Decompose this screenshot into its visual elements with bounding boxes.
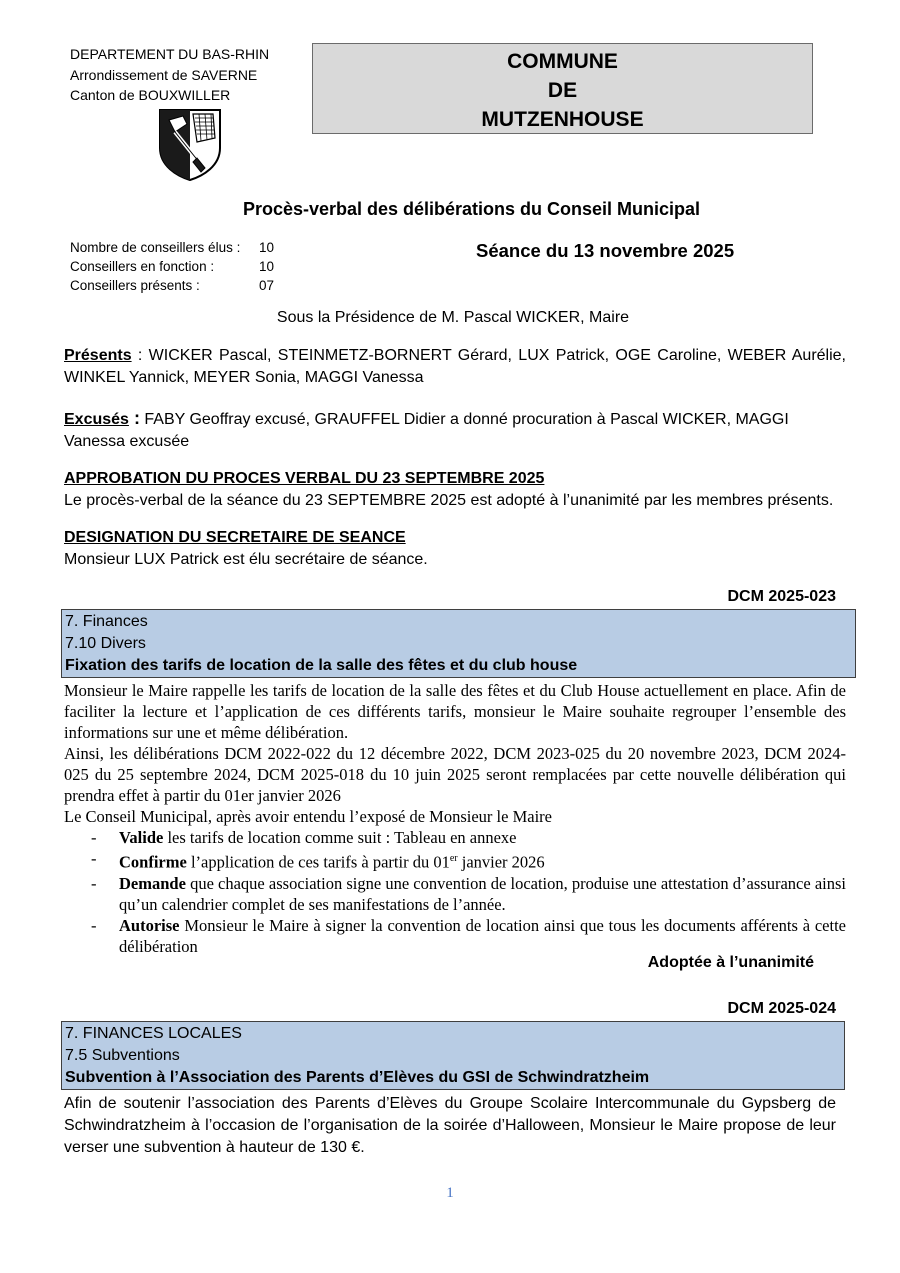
dcm-subcategory: 7.5 Subventions — [65, 1047, 180, 1064]
decision-verb: Demande — [119, 873, 186, 893]
excuses-paragraph — [64, 407, 846, 453]
commune-de-line: DE — [547, 79, 578, 102]
count-label: Conseillers en fonction : — [70, 259, 215, 274]
decision-superscript: er — [449, 853, 458, 864]
decision-text: l’application de ces tarifs à partir du 01 — [186, 852, 450, 872]
list-item — [64, 915, 846, 957]
count-value: 07 — [258, 278, 274, 293]
list-item — [64, 848, 846, 873]
decision-verb: Valide — [119, 828, 164, 847]
decision-text: que chaque association signe une convention de location, produise une attestation d’assurance ainsi qu’un calendrier complet de ses manifestations de l’année. — [119, 873, 846, 914]
secretaire-heading: DESIGNATION DU SECRETAIRE DE SEANCE — [64, 529, 406, 546]
commune-box — [312, 43, 813, 134]
dcm-subcategory: 7.10 Divers — [65, 635, 146, 652]
commune-line: COMMUNE — [507, 50, 618, 73]
commune-name: MUTZENHOUSE — [481, 108, 644, 131]
department-line: DEPARTEMENT DU BAS-RHIN — [70, 46, 270, 62]
excuses-label: Excusés — [64, 411, 129, 428]
presidence-line: Sous la Présidence de M. Pascal WICKER, Maire — [276, 309, 630, 326]
count-row-presents — [70, 276, 274, 295]
presents-paragraph — [64, 345, 846, 389]
dcm-number: DCM 2025-024 — [727, 1000, 836, 1017]
excuses-colon: : — [128, 408, 140, 428]
seance-date: Séance du 13 novembre 2025 — [476, 240, 735, 261]
dcm-category: 7. Finances — [65, 613, 148, 630]
approbation-heading: APPROBATION DU PROCES VERBAL DU 23 SEPTEMBRE 2025 — [64, 470, 545, 487]
dcm-subject-title: Subvention à l’Association des Parents d’Elèves du GSI de Schwindratzheim — [65, 1069, 650, 1086]
department-block — [70, 44, 269, 106]
count-value: 10 — [258, 240, 274, 255]
dcm-paragraph: Le Conseil Municipal, après avoir entendu l’exposé de Monsieur le Maire — [64, 807, 552, 826]
dcm-category: 7. FINANCES LOCALES — [65, 1025, 242, 1042]
list-item — [64, 827, 846, 848]
excuses-text-line1: FABY Geoffray excusé, GRAUFFEL Didier a donné procuration à Pascal WICKER, MAGGI — [139, 411, 789, 428]
dcm-category-box — [61, 609, 856, 678]
count-label: Conseillers présents : — [70, 278, 200, 293]
list-item — [64, 873, 846, 915]
dcm-decision-list — [64, 827, 846, 957]
approbation-text: Le procès-verbal de la séance du 23 SEPTEMBRE 2025 est adopté à l’unanimité par les membres présents. — [64, 492, 834, 509]
count-label: Nombre de conseillers élus : — [70, 240, 241, 255]
decision-verb: Confirme — [119, 852, 187, 872]
dcm-category-box — [61, 1021, 845, 1090]
page-number: 1 — [446, 1185, 454, 1201]
count-row-fonction — [70, 257, 274, 276]
presents-text: : WICKER Pascal, STEINMETZ-BORNERT Gérard, LUX Patrick, OGE Caroline, WEBER Aurélie, WINKEL Yannick, MEYER Sonia, MAGGI Vanessa — [64, 347, 846, 386]
decision-text: les tarifs de location comme suit : Tableau en annexe — [163, 828, 517, 847]
dcm-paragraph: Ainsi, les délibérations DCM 2022-022 du 12 décembre 2022, DCM 2023-025 du 20 novembre 2023, DCM 2024-025 du 25 septembre 2024, DCM 2025-018 du 10 juin 2025 seront remplacées par cette nouvelle délibération qui prendra effet à partir du 01er janvier 2026 — [64, 744, 846, 805]
arrondissement-line: Arrondissement de SAVERNE — [70, 66, 258, 83]
coat-of-arms-icon — [157, 108, 223, 182]
presents-label: Présents — [64, 347, 132, 364]
dcm-number: DCM 2025-023 — [727, 588, 836, 605]
document-title: Procès-verbal des délibérations du Conseil Municipal — [242, 199, 701, 219]
decision-text: Monsieur le Maire à signer la convention de location ainsi que tous les documents afférents à cette délibération — [119, 915, 846, 956]
dcm-paragraph: Afin de soutenir l’association des Parents d’Elèves du Groupe Scolaire Intercommunale du Gypsberg de Schwindratzheim à l’occasion de l’organisation de la soirée d’Halloween, Monsieur le Maire propose de leur verser une subvention à hauteur de 130 €. — [64, 1095, 836, 1156]
councillor-counts — [70, 238, 274, 295]
secretaire-text: Monsieur LUX Patrick est élu secrétaire de séance. — [64, 551, 428, 568]
canton-line: Canton de BOUXWILLER — [70, 87, 231, 103]
excuses-text-line2: Vanessa excusée — [64, 433, 190, 450]
dcm-subject-title: Fixation des tarifs de location de la salle des fêtes et du club house — [65, 657, 578, 674]
count-value: 10 — [258, 259, 274, 274]
approbation-section — [64, 468, 864, 512]
count-row-elus — [70, 238, 274, 257]
decision-verb: Autorise — [119, 915, 180, 935]
decision-text: janvier 2026 — [457, 852, 545, 872]
dcm-body — [64, 680, 846, 957]
adoption-status: Adoptée à l’unanimité — [647, 954, 814, 971]
dcm-paragraph: Monsieur le Maire rappelle les tarifs de location de la salle des fêtes et du Club House actuellement en place. Afin de faciliter la lecture et l’application de ces différents tarifs, monsieur le Maire souhaite regrouper l’ensemble des informations sur une et même délibération. — [64, 681, 846, 742]
secretaire-section — [64, 527, 846, 571]
